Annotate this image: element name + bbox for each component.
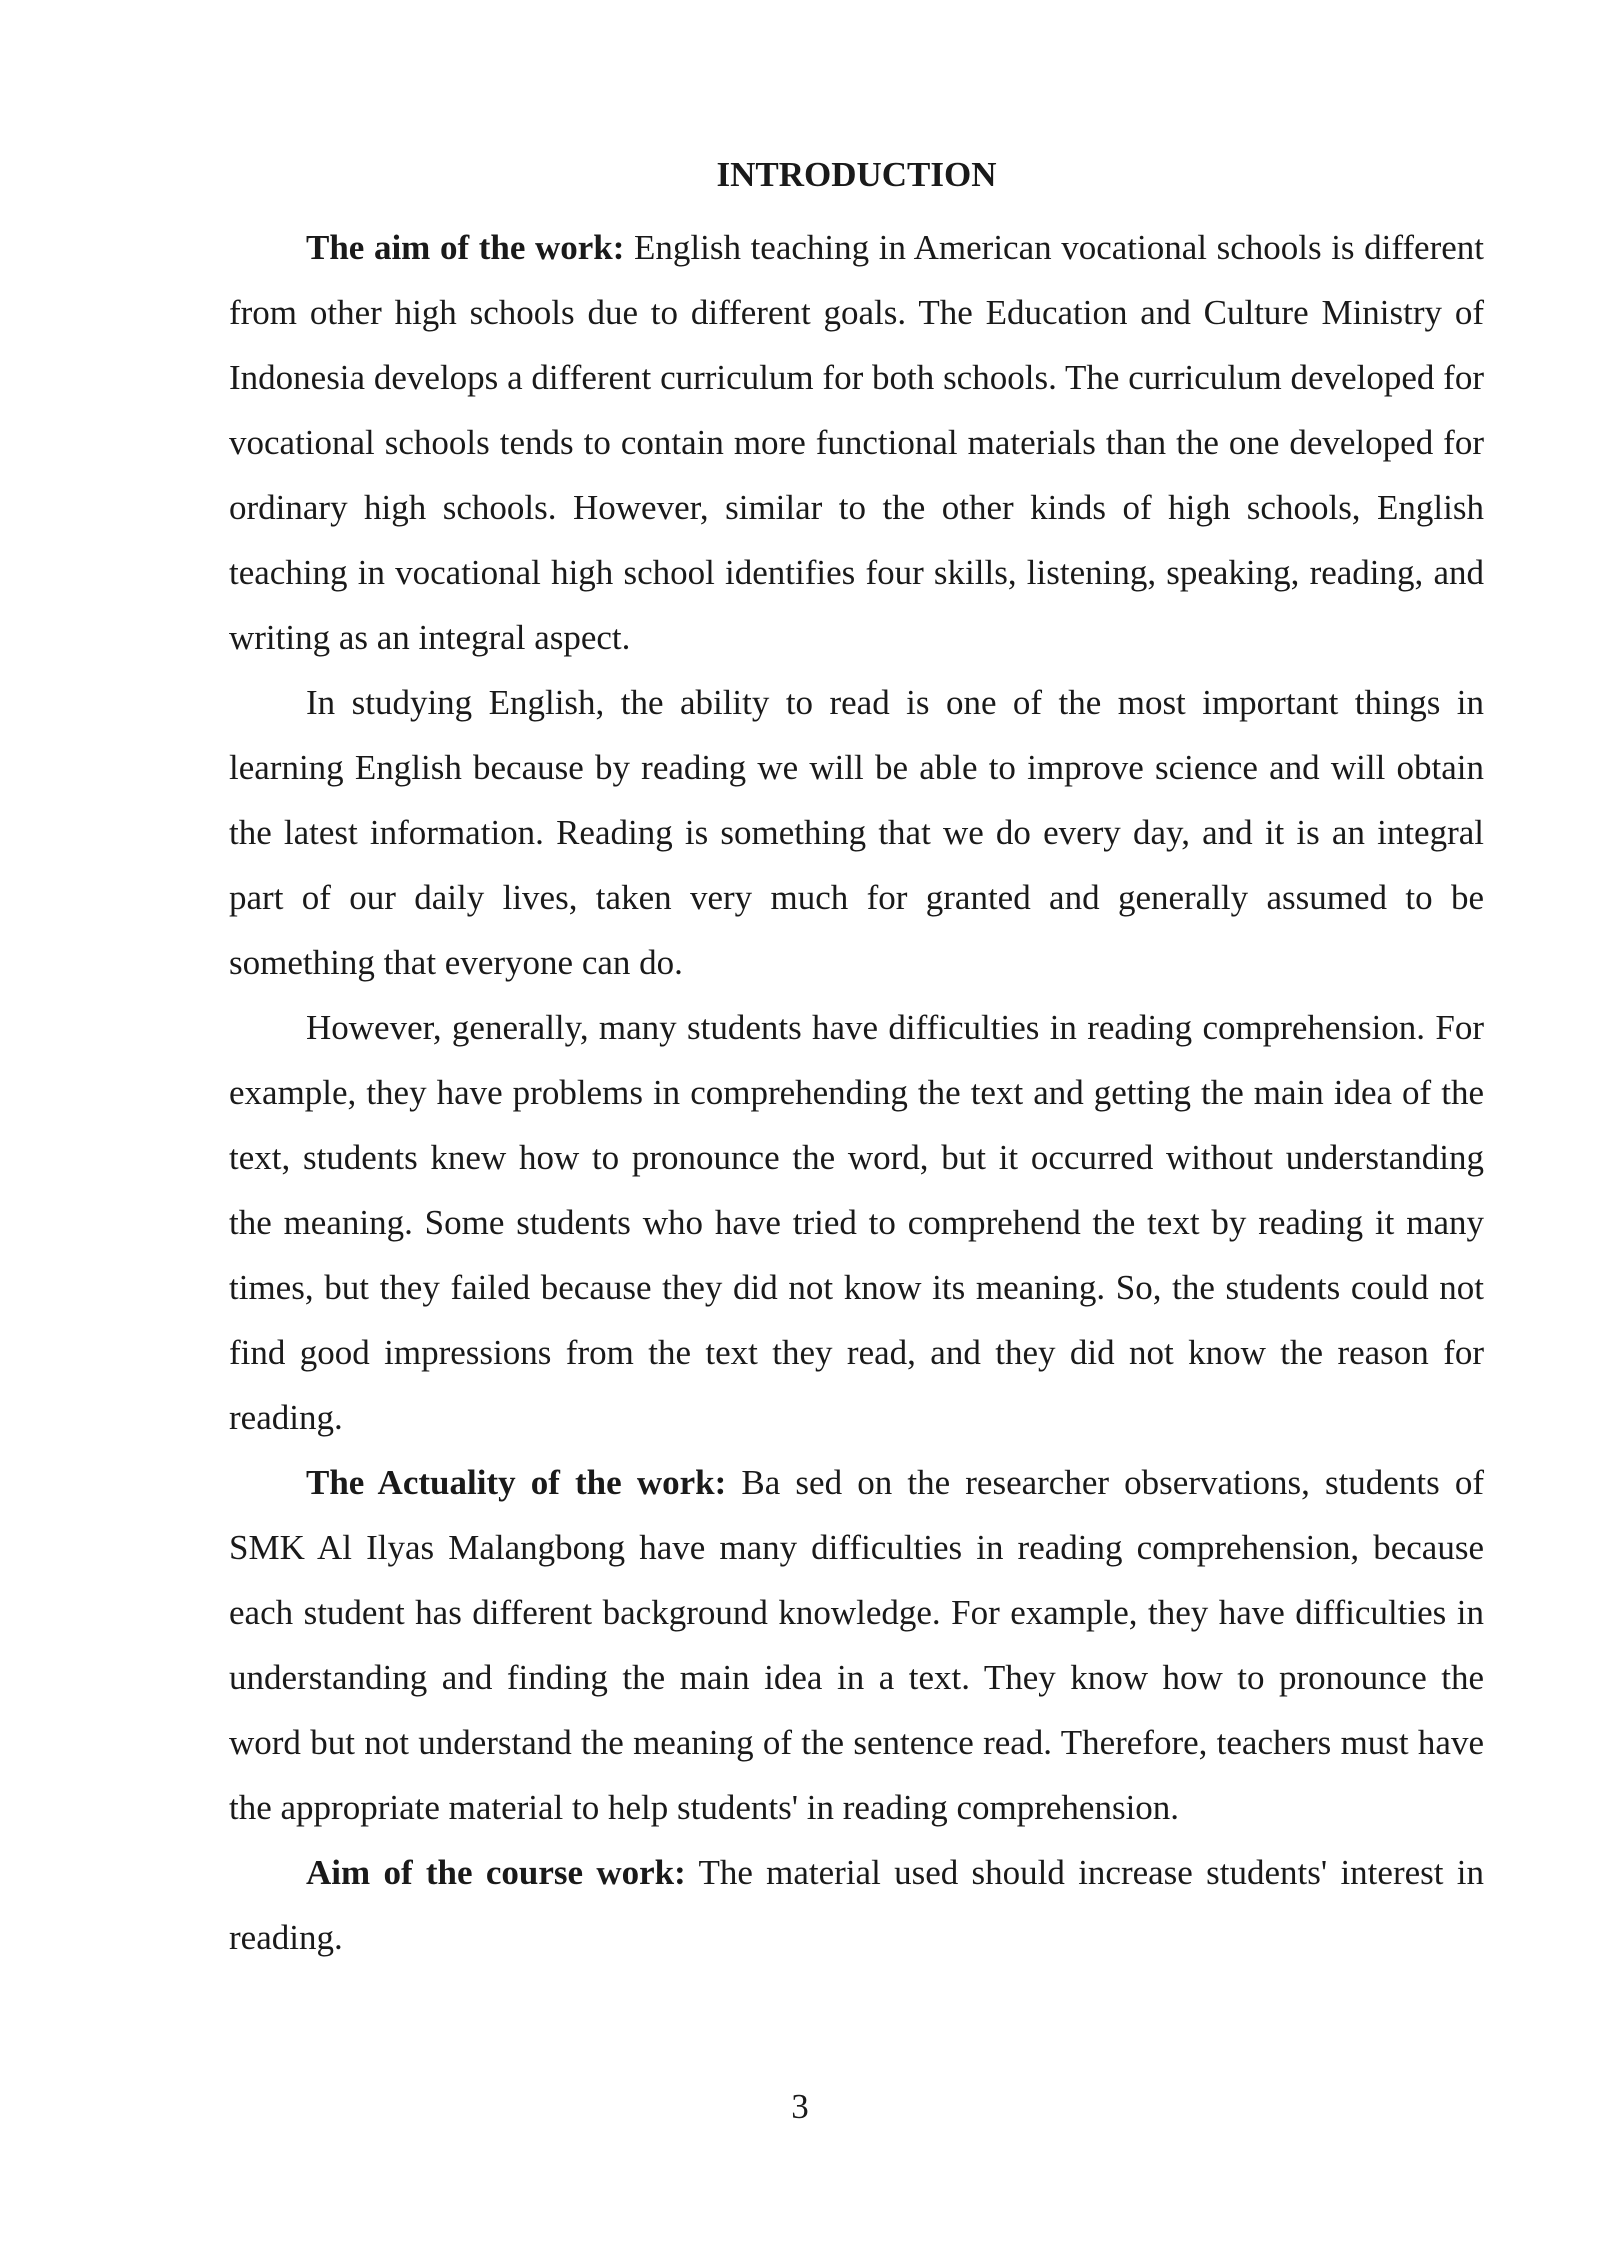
paragraph-lead: The aim of the work: (306, 228, 625, 267)
page-number: 3 (791, 2087, 809, 2126)
paragraph-aim-of-work (229, 215, 1484, 670)
paragraph-text: English teaching in American vocational schools is different from other high schools due to different goals. The Education and Culture Ministry of Indonesia develops a different curriculum for both schools. The curriculum developed for vocational schools tends to contain more functional materials than the one developed for ordinary high schools. However, similar to the other kinds of high schools, English teaching in vocational high school identifies four skills, listening, speaking, reading, and writing as an integral aspect. (229, 228, 1485, 657)
paragraph-text: The material used should increase students' interest in reading. (229, 1853, 1484, 1957)
paragraph-studying-english (229, 670, 1484, 995)
paragraph-aim-of-course-work (229, 1840, 1484, 1970)
section-heading: INTRODUCTION (716, 155, 997, 194)
document-page (229, 150, 1484, 1970)
paragraph-difficulties (229, 995, 1484, 1450)
paragraph-lead: Aim of the course work: (306, 1853, 686, 1892)
paragraph-text: However, generally, many students have difficulties in reading comprehension. For example, they have problems in comprehending the text and getting the main idea of the text, students knew how to pronounce the word, but it occurred without understanding the meaning. Some students who have tried to comprehend the text by reading it many times, but they failed because they did not know its meaning. So, the students could not find good impressions from the text they read, and they did not know the reason for reading. (229, 1008, 1484, 1437)
paragraph-text: In studying English, the ability to read is one of the most important things in learning English because by reading we will be able to improve science and will obtain the latest information. Reading is something that we do every day, and it is an integral part of our daily lives, taken very much for granted and generally assumed to be something that everyone can do. (229, 683, 1484, 982)
paragraph-actuality-of-work (229, 1450, 1484, 1840)
paragraph-lead: The Actuality of the work: (306, 1463, 727, 1502)
paragraph-text: Ba sed on the researcher observations, students of SMK Al Ilyas Malangbong have many difficulties in reading comprehension, because each student has different background knowledge. For example, they have difficulties in understanding and finding the main idea in a text. They know how to pronounce the word but not understand the meaning of the sentence read. Therefore, teachers must have the appropriate material to help students' in reading comprehension. (229, 1463, 1484, 1827)
